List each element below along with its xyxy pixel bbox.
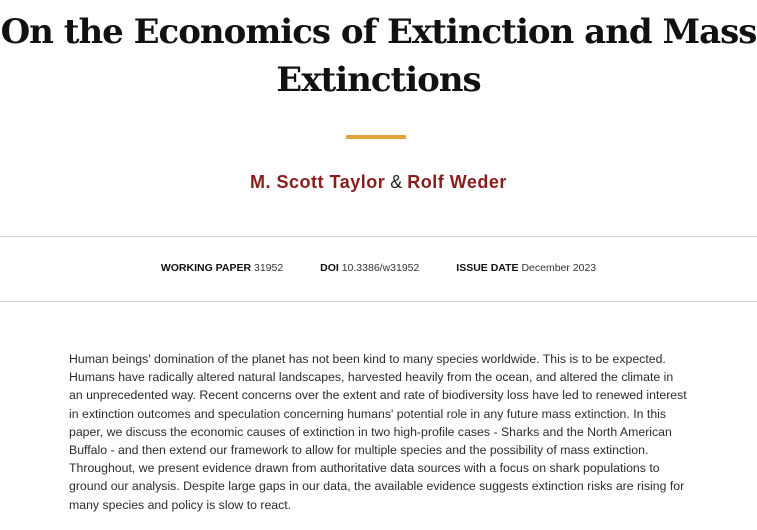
title-accent-divider — [346, 135, 406, 139]
author-link-taylor[interactable]: M. Scott Taylor — [250, 172, 386, 192]
author-list — [0, 170, 757, 194]
meta-label-doi: DOI — [320, 262, 339, 274]
paper-metadata — [0, 261, 757, 275]
working-paper-number — [161, 261, 283, 275]
doi — [320, 261, 419, 275]
meta-divider-bottom — [0, 301, 757, 302]
abstract-text: Human beings' domination of the planet has not been kind to many species worldwide. This is to be expected. Humans have radically altered natural landscapes, harvested heavily from the ocean, and altered the climate in an unprecedented way. Recent concerns over the extent and rate of biodiversity loss have led to renewed interest in extinction outcomes and speculation concerning humans' potential role in any future mass extinction. In this paper, we discuss the economic causes of extinction in two high-profile cases - Sharks and the North American Buffalo - and then extend our framework to allow for multiple species and the possibility of mass extinction. Throughout, we present evidence drawn from authoritative data sources with a focus on shark populations to ground our analysis. Despite large gaps in our data, the available evidence suggests extinction risks are rising for many species and policy is slow to react. — [69, 352, 687, 512]
meta-label-working-paper: WORKING PAPER — [160, 262, 252, 274]
meta-label-issue-date: ISSUE DATE — [456, 262, 519, 274]
page-title: On the Economics of Extinction and Mass Extinctions — [0, 12, 757, 100]
meta-value-working-paper: 31952 — [253, 262, 284, 274]
meta-value-doi: 10.3386/w31952 — [341, 262, 420, 274]
meta-divider-top — [0, 236, 757, 237]
author-separator: & — [390, 172, 403, 192]
issue-date — [456, 261, 596, 275]
author-link-weder[interactable]: Rolf Weder — [407, 172, 507, 192]
meta-value-issue-date: December 2023 — [521, 262, 597, 274]
